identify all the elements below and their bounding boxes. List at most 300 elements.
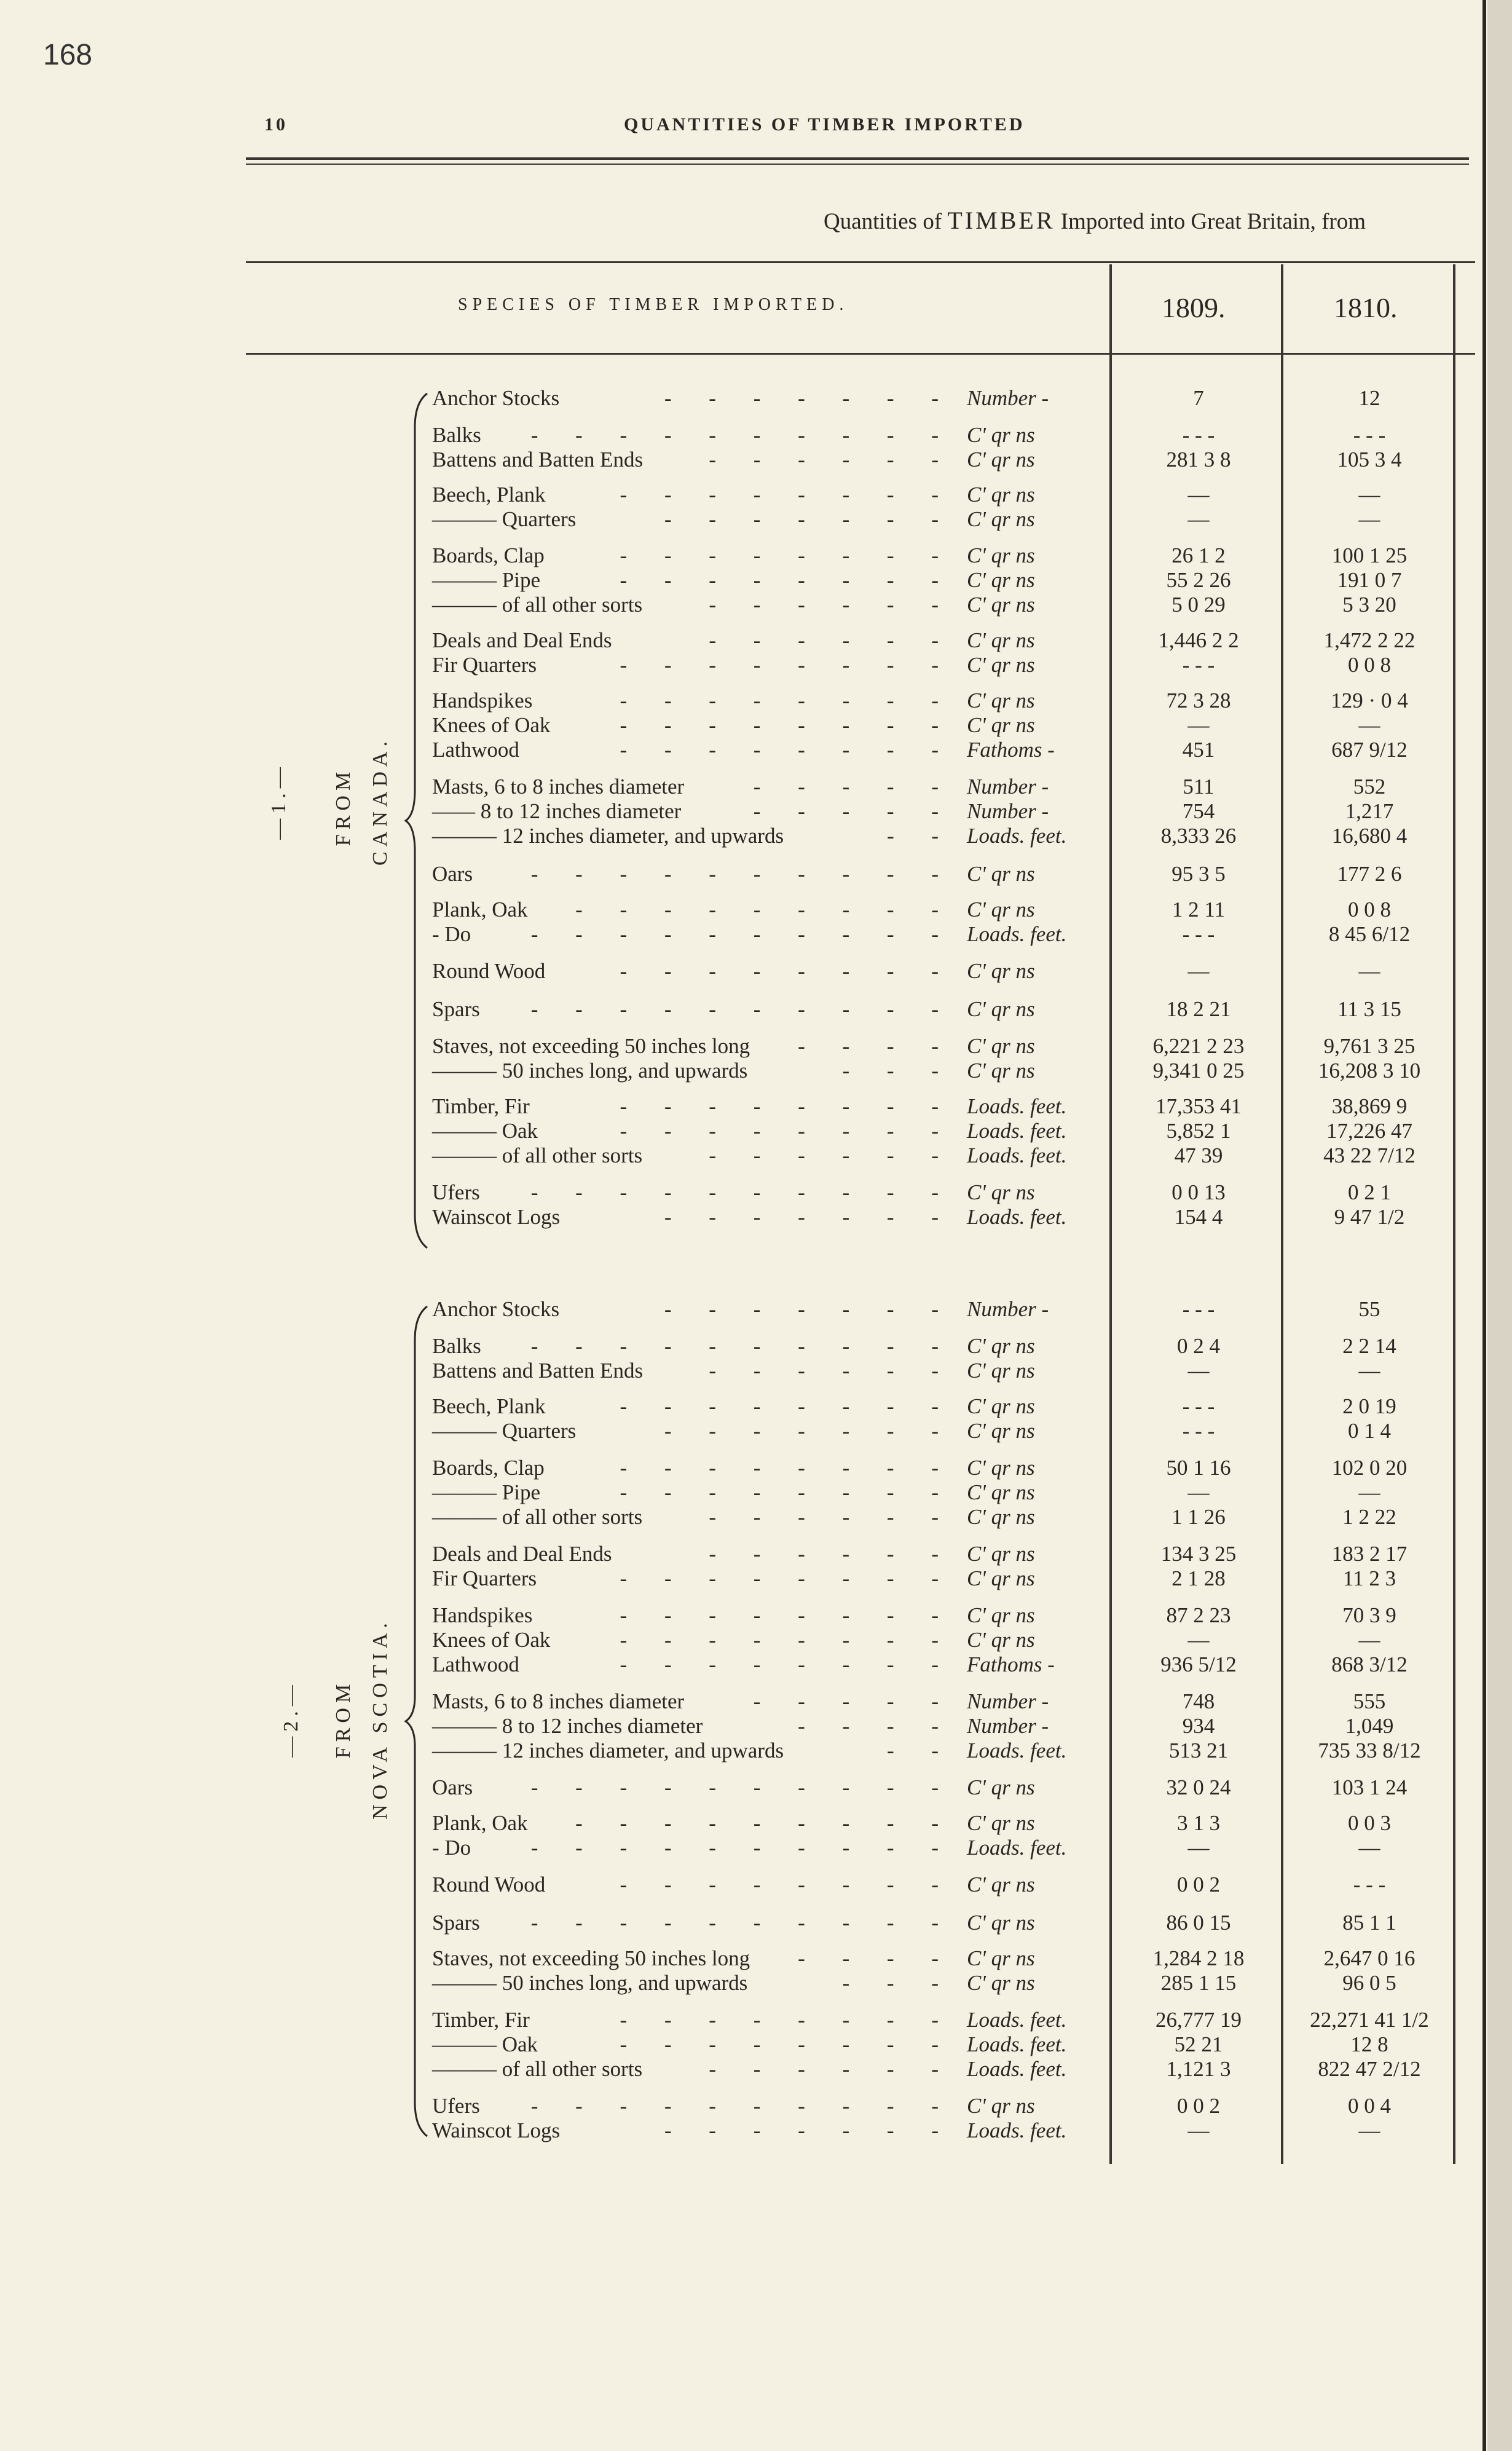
unit-label: Loads. feet. [967,2008,1067,2032]
value-1809: 281 3 8 [1166,448,1231,472]
leader-dots: - - - - - - - - - [575,1811,955,1835]
leader-dots: - - - - - - - - [620,1480,955,1504]
value-1810: 1,049 [1345,1714,1394,1738]
unit-label: C' qr ns [967,1603,1035,1627]
table-row [0,1566,1512,1591]
value-1809: 72 3 28 [1166,689,1231,712]
value-1809: 55 2 26 [1166,568,1231,592]
unit-label: C' qr ns [967,1394,1035,1418]
section-1-from: FROM [332,767,355,847]
section-2-from: FROM [332,1679,355,1759]
value-1809: 511 [1183,775,1215,799]
unit-label: C' qr ns [967,1480,1035,1504]
unit-label: C' qr ns [967,1419,1035,1443]
value-1809: 936 5/12 [1160,1652,1237,1676]
unit-label: Loads. feet. [967,1836,1067,1860]
value-1810: — [1358,2118,1380,2142]
value-1810: 38,869 9 [1331,1094,1408,1118]
value-1810: 43 22 7/12 [1323,1143,1416,1167]
table-row [0,738,1512,762]
value-1810: 16,680 4 [1331,824,1408,848]
table-row [0,1180,1512,1205]
value-1810: — [1358,1359,1380,1383]
table-row [0,1911,1512,1935]
unit-label: C' qr ns [967,448,1035,472]
table-row [0,1652,1512,1677]
leader-dots: - - - - - - [709,628,955,652]
table-row [0,1334,1512,1359]
value-1809: - - - [1182,1297,1215,1321]
subtitle-pre: Quantities of [824,209,948,234]
species-label: ——— 50 inches long, and upwards [432,1059,748,1083]
value-1810: — [1358,959,1380,983]
value-1810: — [1358,713,1380,737]
leader-dots: - - - [842,1059,955,1083]
value-1809: 47 39 [1174,1143,1223,1167]
value-1810: 103 1 24 [1331,1775,1408,1799]
unit-label: C' qr ns [967,997,1035,1021]
value-1810: 70 3 9 [1342,1603,1396,1627]
table-subtitle [824,206,1366,235]
table-row [0,1628,1512,1652]
value-1810: 22,271 41 1/2 [1310,2008,1429,2032]
running-head-page: 10 [264,114,288,135]
unit-label: C' qr ns [967,543,1035,567]
species-label: Timber, Fir [432,2008,530,2032]
value-1810: 0 0 8 [1348,898,1391,922]
leader-dots: - - - - - - - - - - [530,1836,955,1860]
value-1809: — [1187,713,1210,737]
value-1809: 50 1 16 [1166,1456,1231,1480]
table-row [0,1480,1512,1505]
table-row [0,628,1512,653]
leader-dots: - - [886,824,955,848]
value-1809: 2 1 28 [1171,1566,1226,1590]
value-1810: 177 2 6 [1337,862,1402,886]
unit-label: C' qr ns [967,483,1035,507]
leader-dots: - - - - [798,1946,955,1970]
value-1810: 555 [1353,1689,1386,1713]
section-2-place: NOVA SCOTIA. [369,1618,392,1820]
subtitle-word: TIMBER [947,207,1055,234]
species-label: Deals and Deal Ends [432,628,612,652]
species-label: —— 8 to 12 inches diameter [432,799,682,823]
value-1809: — [1187,1359,1210,1383]
value-1809: 1 1 26 [1171,1505,1226,1529]
table-row [0,1775,1512,1800]
leader-dots: - - - - - - - - [620,1094,955,1118]
unit-label: Loads. feet. [967,824,1067,848]
species-label: Handspikes [432,1603,533,1627]
table-row [0,1811,1512,1836]
value-1809: 8,333 26 [1160,824,1237,848]
species-label: Plank, Oak [432,898,528,922]
unit-label: C' qr ns [967,1971,1035,1995]
species-label: Balks [432,423,481,447]
value-1809: 7 [1193,386,1204,410]
value-1810: — [1358,1480,1380,1504]
leader-dots: - - - - - - [709,448,955,472]
species-label: ——— of all other sorts [432,1143,643,1167]
head-rule-top [246,157,1469,160]
leader-dots: - - - - - - - [664,507,955,531]
value-1809: 32 0 24 [1166,1775,1231,1799]
unit-label: C' qr ns [967,959,1035,983]
leader-dots: - - - - - - - - - - [530,2094,955,2118]
table-row [0,1034,1512,1059]
species-label: Fir Quarters [432,653,537,677]
value-1809: 9,341 0 25 [1152,1059,1245,1083]
table-row [0,386,1512,411]
species-label: Anchor Stocks [432,1297,560,1321]
species-label: Ufers [432,1180,480,1204]
leader-dots: - - - - - - [709,1505,955,1529]
value-1809: 451 [1182,738,1215,762]
leader-dots: - - - - - - - - [620,2008,955,2032]
species-label: Ufers [432,2094,480,2118]
value-1809: - - - [1182,1419,1215,1443]
species-label: Knees of Oak [432,713,551,737]
leader-dots: - - - - - - - - [620,1119,955,1143]
species-label: - Do [432,1836,471,1860]
unit-label: C' qr ns [967,1334,1035,1358]
value-1810: - - - [1353,423,1386,447]
species-label: Knees of Oak [432,1628,551,1652]
unit-label: C' qr ns [967,862,1035,886]
table-row [0,1297,1512,1322]
unit-label: Loads. feet. [967,2032,1067,2056]
unit-label: Loads. feet. [967,2118,1067,2142]
leader-dots: - - - - - - - - - - [530,862,955,886]
value-1810: 0 0 8 [1348,653,1391,677]
table-row [0,713,1512,738]
species-label: ——— of all other sorts [432,1505,643,1529]
leader-dots: - - - - - - - - [620,653,955,677]
table-row [0,2118,1512,2143]
table-row [0,862,1512,886]
value-1809: 285 1 15 [1160,1971,1237,1995]
unit-label: Number - [967,1689,1049,1713]
leader-dots: - - - [842,1971,955,1995]
species-column-header: SPECIES OF TIMBER IMPORTED. [458,295,849,314]
species-label: Wainscot Logs [432,1205,561,1229]
unit-label: C' qr ns [967,1946,1035,1970]
table-row [0,653,1512,677]
leader-dots: - - - - - - - - [620,543,955,567]
species-label: ——— Quarters [432,1419,577,1443]
unit-label: C' qr ns [967,593,1035,617]
unit-label: C' qr ns [967,1034,1035,1058]
value-1809: 17,353 41 [1156,1094,1242,1118]
value-1809: - - - [1182,922,1215,946]
table-row [0,1971,1512,1995]
table-row [0,799,1512,824]
unit-label: C' qr ns [967,713,1035,737]
table-row [0,824,1512,848]
leader-dots: - - - - - - - - [620,2032,955,2056]
unit-label: Number - [967,386,1049,410]
species-label: Wainscot Logs [432,2118,561,2142]
leader-dots: - - - - - - [709,1542,955,1566]
unit-label: Loads. feet. [967,922,1067,946]
table-row [0,1946,1512,1971]
value-1810: — [1358,1836,1380,1860]
section-2-number: —2.— [280,1680,302,1758]
leader-dots: - - - - [798,1714,955,1738]
leader-dots: - - - - - [753,775,955,799]
value-1809: 0 0 13 [1171,1180,1226,1204]
value-1810: 17,226 47 [1326,1119,1412,1143]
unit-label: Loads. feet. [967,1119,1067,1143]
value-1810: 102 0 20 [1331,1456,1408,1480]
species-label: Fir Quarters [432,1566,537,1590]
table-row [0,1059,1512,1083]
species-label: ——— 12 inches diameter, and upwards [432,1739,784,1762]
value-1810: 5 3 20 [1342,593,1396,617]
species-label: Spars [432,997,480,1021]
table-row [0,507,1512,532]
value-1809: 934 [1182,1714,1215,1738]
species-label: Boards, Clap [432,543,545,567]
table-row [0,423,1512,448]
value-1809: — [1187,1480,1210,1504]
value-1810: 183 2 17 [1331,1542,1408,1566]
leader-dots: - - - - [798,1034,955,1058]
leader-dots: - - - - - - - - - - [530,1180,955,1204]
leader-dots: - - - - - - [709,1359,955,1383]
value-1809: — [1187,1836,1210,1860]
value-1810: 1,472 2 22 [1323,628,1416,652]
species-label: Plank, Oak [432,1811,528,1835]
leader-dots: - - - - - - [709,2057,955,2081]
species-label: Staves, not exceeding 50 inches long [432,1946,750,1970]
species-label: - Do [432,922,471,946]
unit-label: C' qr ns [967,2094,1035,2118]
value-1809: 513 21 [1168,1739,1229,1762]
value-1809: — [1187,507,1210,531]
value-1810: — [1358,1628,1380,1652]
value-1810: 552 [1353,775,1386,799]
unit-label: C' qr ns [967,1359,1035,1383]
value-1810: — [1358,483,1380,507]
leader-dots: - - - - - [753,799,955,823]
leader-dots: - - - - - - - [664,2118,955,2142]
value-1810: 12 [1358,386,1380,410]
leader-dots: - - - - - - - - [620,1603,955,1627]
table-row [0,1739,1512,1763]
table-row [0,1689,1512,1714]
table-row [0,1394,1512,1419]
unit-label: Loads. feet. [967,1143,1067,1167]
table-row [0,775,1512,799]
table-row [0,593,1512,617]
unit-label: C' qr ns [967,1566,1035,1590]
species-label: Boards, Clap [432,1456,545,1480]
value-1809: 154 4 [1174,1205,1223,1229]
value-1809: — [1187,483,1210,507]
unit-label: C' qr ns [967,1505,1035,1529]
species-label: ——— 12 inches diameter, and upwards [432,824,784,848]
table-row [0,959,1512,984]
value-1810: 11 2 3 [1342,1566,1396,1590]
leader-dots: - - - - - [753,1689,955,1713]
value-1809: 1,121 3 [1166,2057,1231,2081]
value-1809: 1 2 11 [1171,898,1226,922]
leader-dots: - - - - - - - - [620,713,955,737]
table-row [0,1836,1512,1860]
value-1810: 9 47 1/2 [1334,1205,1405,1229]
species-label: ——— of all other sorts [432,593,643,617]
table-row [0,997,1512,1022]
species-label: Masts, 6 to 8 inches diameter [432,775,685,799]
table-row [0,1205,1512,1229]
leader-dots: - - - - - - - - - - [530,1911,955,1935]
header-bottom-rule [246,353,1475,355]
value-1809: - - - [1182,653,1215,677]
unit-label: C' qr ns [967,1873,1035,1896]
table-row [0,898,1512,922]
leader-dots: - - - - - - - - [620,738,955,762]
value-1809: 52 21 [1174,2032,1223,2056]
value-1810: 105 3 4 [1337,448,1402,472]
species-label: Battens and Batten Ends [432,448,644,472]
unit-label: C' qr ns [967,1628,1035,1652]
table-row [0,2032,1512,2057]
value-1810: 1,217 [1345,799,1394,823]
species-label: Lathwood [432,1652,519,1676]
table-row [0,448,1512,472]
value-1809: 18 2 21 [1166,997,1231,1021]
value-1809: - - - [1182,1394,1215,1418]
unit-label: C' qr ns [967,689,1035,712]
leader-dots: - - - - - - - - - - [530,423,955,447]
leader-dots: - - - - - - - - - [575,898,955,922]
value-1809: 1,446 2 2 [1158,628,1239,652]
unit-label: Number - [967,1297,1049,1321]
table-row [0,1603,1512,1628]
species-label: Masts, 6 to 8 inches diameter [432,1689,685,1713]
value-1810: — [1358,507,1380,531]
value-1810: - - - [1353,1873,1386,1896]
unit-label: Fathoms - [967,1652,1055,1676]
leader-dots: - - - - - - - - [620,689,955,712]
value-1809: 5 0 29 [1171,593,1226,617]
leader-dots: - - - - - - - - [620,1394,955,1418]
value-1810: 868 3/12 [1331,1652,1408,1676]
table-row [0,568,1512,593]
species-label: ——— of all other sorts [432,2057,643,2081]
unit-label: Fathoms - [967,738,1055,762]
species-label: Lathwood [432,738,519,762]
value-1809: 748 [1182,1689,1215,1713]
unit-label: C' qr ns [967,568,1035,592]
subtitle-post: Imported into Great Britain, from [1055,209,1366,234]
species-label: ——— Oak [432,2032,538,2056]
table-row [0,483,1512,507]
species-label: Spars [432,1911,480,1935]
year-1810-header: 1810. [1334,292,1398,323]
section-1-place: CANADA. [369,736,392,866]
table-row [0,1094,1512,1119]
leader-dots: - - - - - - - [664,1205,955,1229]
table-row [0,922,1512,947]
species-label: Timber, Fir [432,1094,530,1118]
leader-dots: - - - - - - - - - - [530,997,955,1021]
value-1810: 0 0 3 [1348,1811,1391,1835]
head-rule-bottom [246,164,1469,165]
value-1810: 12 8 [1350,2032,1388,2056]
unit-label: Number - [967,799,1049,823]
value-1809: — [1187,2118,1210,2142]
species-label: ——— 50 inches long, and upwards [432,1971,748,1995]
value-1810: 85 1 1 [1342,1911,1396,1935]
value-1809: 26,777 19 [1156,2008,1242,2032]
species-label: Round Wood [432,1873,546,1896]
value-1809: 134 3 25 [1160,1542,1237,1566]
unit-label: Number - [967,775,1049,799]
leader-dots: - - - - - - - [664,386,955,410]
leader-dots: - - [886,1739,955,1762]
value-1809: — [1187,959,1210,983]
table-row [0,2008,1512,2032]
value-1809: 0 0 2 [1177,1873,1220,1896]
value-1810: 2 0 19 [1342,1394,1396,1418]
leader-dots: - - - - - - - [664,1297,955,1321]
unit-label: C' qr ns [967,1456,1035,1480]
species-label: Round Wood [432,959,546,983]
value-1809: 1,284 2 18 [1152,1946,1245,1970]
value-1810: 129 · 0 4 [1331,689,1408,712]
leader-dots: - - - - - - - - [620,959,955,983]
value-1809: 3 1 3 [1177,1811,1220,1835]
species-label: Handspikes [432,689,533,712]
species-label: ——— 8 to 12 inches diameter [432,1714,703,1738]
species-label: Oars [432,1775,473,1799]
unit-label: Number - [967,1714,1049,1738]
value-1810: 9,761 3 25 [1323,1034,1416,1058]
leader-dots: - - - - - - - - [620,1873,955,1896]
species-label: Deals and Deal Ends [432,1542,612,1566]
table-row [0,1119,1512,1143]
unit-label: C' qr ns [967,1911,1035,1935]
leader-dots: - - - - - - - - - - [530,1334,955,1358]
gutter-line [1482,0,1486,2451]
value-1810: 1 2 22 [1342,1505,1396,1529]
value-1810: 0 2 1 [1348,1180,1391,1204]
value-1809: 0 0 2 [1177,2094,1220,2118]
species-label: Beech, Plank [432,483,546,507]
unit-label: C' qr ns [967,1059,1035,1083]
unit-label: C' qr ns [967,653,1035,677]
species-label: Staves, not exceeding 50 inches long [432,1034,750,1058]
value-1810: 11 3 15 [1337,997,1401,1021]
species-label: Balks [432,1334,481,1358]
unit-label: C' qr ns [967,628,1035,652]
value-1810: 191 0 7 [1337,568,1402,592]
value-1810: 100 1 25 [1331,543,1408,567]
table-row [0,1714,1512,1739]
table-row [0,689,1512,713]
value-1810: 2,647 0 16 [1323,1946,1416,1970]
leader-dots: - - - - - - - - [620,1652,955,1676]
table-row [0,1419,1512,1443]
value-1810: 16,208 3 10 [1318,1059,1421,1083]
table-row [0,2057,1512,2082]
value-1809: 6,221 2 23 [1152,1034,1245,1058]
value-1809: 0 2 4 [1177,1334,1220,1358]
table-row [0,1542,1512,1566]
leader-dots: - - - - - - - - [620,1566,955,1590]
